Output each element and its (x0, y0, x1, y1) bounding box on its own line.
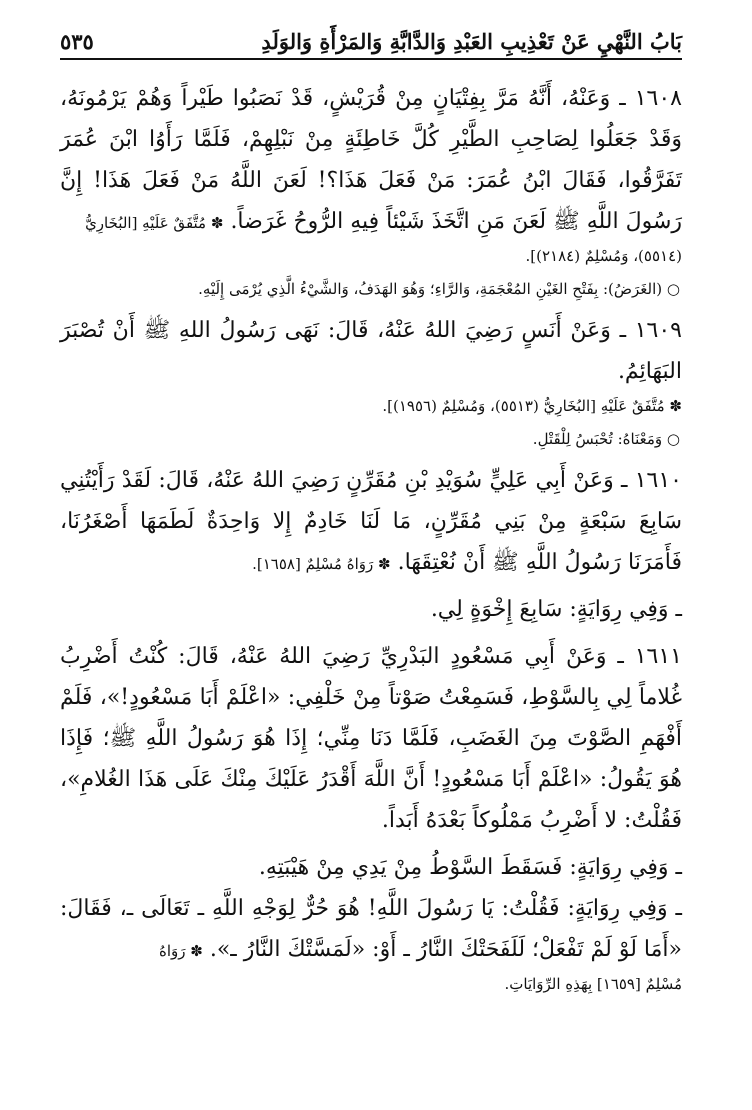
hadith-1610-text: ١٦١٠ ـ وَعَنْ أَبِي عَلِيٍّ سُوَيْدِ بْنِ مُقَرِّنٍ رَضِيَ اللهُ عَنْهُ، قَالَ: لَقَدْ رَأَيْتُنِي سَابِعَ سَبْعَةٍ مِنْ بَنِي مُقَرِّنٍ، مَا لَنَا خَادِمٌ إِلا وَاحِدَةٌ لَطَمَهَا أَصْغَرُنَا، فَأَمَرَنَا رَسُولُ اللَّهِ ﷺ أَنْ نُعْتِقَهَا. (60, 468, 682, 575)
hadith-1608-text: ١٦٠٨ ـ وَعَنْهُ، أَنَّهُ مَرَّ بِفِتْيَانٍ مِنْ قُرَيْشٍ، قَدْ نَصَبُوا طَيْراً وَهُمْ يَرْمُونَهُ، وَقَدْ جَعَلُوا لِصَاحِبِ الطَّيْرِ كُلَّ خَاطِئَةٍ مِنْ نَبْلِهِمْ، فَلَمَّا رَأَوُا ابْنَ عُمَرَ تَفَرَّقُوا، فَقَالَ ابْنُ عُمَرَ: مَنْ فَعَلَ هَذَا؟! لَعَنَ اللَّهُ مَنْ فَعَلَ هَذَا! إِنَّ رَسُولَ اللَّهِ ﷺ لَعَنَ مَنِ اتَّخَذَ شَيْئاً فِيهِ الرُّوحُ غَرَضاً. (60, 86, 682, 234)
note-1608: ○ (الغَرَضُ): بِفَتْحِ الغَيْنِ المُعْجَمَةِ، وَالرَّاءِ؛ وَهُوَ الهَدَفُ، وَالشَّيْءُ الَّذِي يُرْمَى إِلَيْهِ. (198, 280, 680, 298)
header-divider (60, 58, 682, 60)
hadith-1608-reference: ✽ مُتَّفَقٌ عَلَيْهِ [البُخَارِيُّ (85, 214, 224, 232)
hadith-1610-reference: ✽ رَوَاهُ مُسْلِمٌ [١٦٥٨]. (252, 555, 391, 573)
chapter-title: بَابُ النَّهْيِ عَنْ تَعْذِيبِ العَبْدِ وَالدَّابَّةِ وَالمَرْأَةِ وَالوَلَدِ (261, 29, 682, 54)
hadith-1609: ١٦٠٩ ـ وَعَنْ أَنَسٍ رَضِيَ اللهُ عَنْهُ، قَالَ: نَهَى رَسُولُ اللهِ ﷺ أَنْ تُصْبَرَ البَهَائِمُ. (60, 318, 682, 384)
hadith-1608-reference-cont: (٥٥١٤)، وَمُسْلِمٌ (٢١٨٤)]. (525, 247, 682, 265)
hadith-1611-reference: ✽ رَوَاهُ (158, 942, 203, 960)
hadith-1611-variant-1: ـ وَفِي رِوَايَةٍ: فَسَقَطَ السَّوْطُ مِنْ يَدِي مِنْ هَيْبَتِهِ. (258, 855, 682, 880)
hadith-1610 (60, 460, 682, 583)
hadith-1609-reference: ✽ مُتَّفَقٌ عَلَيْهِ [البُخَارِيُّ (٥٥١٣)، وَمُسْلِمٌ (١٩٥٦)]. (382, 397, 682, 415)
hadith-1610-variant: ـ وَفِي رِوَايَةٍ: سَابِعَ إِخْوَةٍ لِي. (430, 597, 682, 622)
page-header (60, 14, 682, 54)
page-number: ٥٣٥ (60, 29, 94, 54)
page-content (60, 78, 682, 1090)
hadith-1611-variant-2 (60, 888, 682, 970)
hadith-1608 (60, 78, 682, 242)
note-1609: ○ وَمَعْنَاهُ: تُحْبَسُ لِلْقَتْلِ. (532, 430, 680, 448)
hadith-1611: ١٦١١ ـ وَعَنْ أَبِي مَسْعُودٍ البَدْرِيِّ رَضِيَ اللهُ عَنْهُ، قَالَ: كُنْتُ أَضْرِبُ غُلاماً لِي بِالسَّوْطِ، فَسَمِعْتُ صَوْتاً مِنْ خَلْفِي: «اعْلَمْ أَبَا مَسْعُودٍ!»، فَلَمْ أَفْهَمِ الصَّوْتَ مِنَ الغَضَبِ، فَلَمَّا دَنَا مِنِّي؛ إِذَا هُوَ رَسُولُ اللَّهِ ﷺ؛ فَإِذَا هُوَ يَقُولُ: «اعْلَمْ أَبَا مَسْعُودٍ! أَنَّ اللَّهَ أَقْدَرُ عَلَيْكَ مِنْكَ عَلَى هَذَا الغُلامِ»، فَقُلْتُ: لا أَضْرِبُ مَمْلُوكاً بَعْدَهُ أَبَداً. (60, 644, 682, 833)
hadith-1611-reference-cont: مُسْلِمٌ [١٦٥٩] بِهَذِهِ الرِّوَايَاتِ. (504, 975, 682, 993)
hadith-1611-variant-2-text: ـ وَفِي رِوَايَةٍ: فَقُلْتُ: يَا رَسُولَ اللَّهِ! هُوَ حُرٌّ لِوَجْهِ اللَّهِ ـ تَعَالَى ـ، فَقَالَ: «أَمَا لَوْ لَمْ تَفْعَلْ؛ لَلَفَحَتْكَ النَّارُ ـ أَوْ: «لَمَسَّتْكَ النَّارُ ـ». (60, 896, 682, 962)
